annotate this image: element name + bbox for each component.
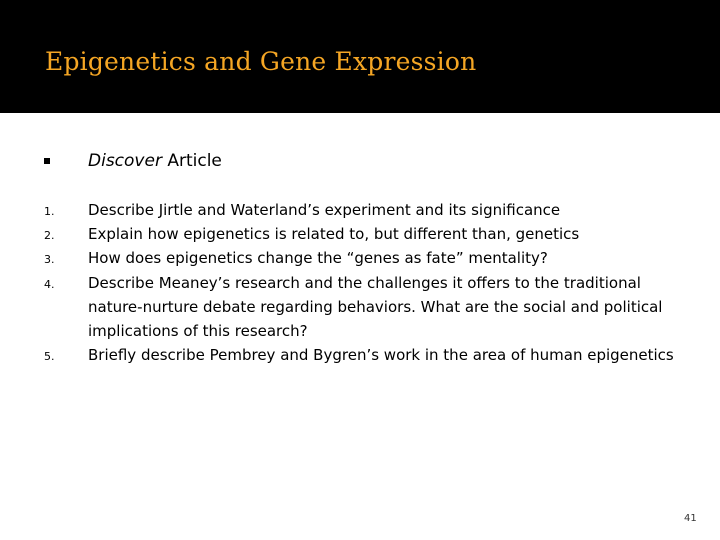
title-bar [0,0,720,113]
square-bullet-icon [44,158,50,164]
list-text: Briefly describe Pembrey and Bygren’s work in the area of human epigenetics [88,346,674,365]
list-number: 5. [44,350,55,364]
list-number: 3. [44,253,55,267]
numbered-list [44,198,694,367]
list-text: How does epigenetics change the “genes as fate” mentality? [88,249,548,268]
list-item [44,246,694,270]
list-item [44,343,694,367]
bullet-item [44,148,684,174]
bullet-text [88,148,222,174]
list-item [44,222,694,246]
list-item [44,198,694,222]
list-text: Describe Jirtle and Waterland’s experiment and its significance [88,201,561,219]
list-number: 4. [44,277,55,291]
list-number: 1. [44,205,55,218]
slide-title: Epigenetics and Gene Expression [45,47,477,76]
bullet-italic-text: Discover [88,151,162,171]
list-number: 2. [44,229,55,243]
list-text: Describe Meaney’s research and the challenges it offers to the traditional nature-nurture debate regarding behaviors. What are the social and political implications of this research? [88,273,663,341]
bullet-rest-text: Article [161,151,222,171]
list-item [44,271,694,344]
page-number: 41 [684,513,697,524]
list-text: Explain how epigenetics is related to, but different than, genetics [88,225,580,244]
